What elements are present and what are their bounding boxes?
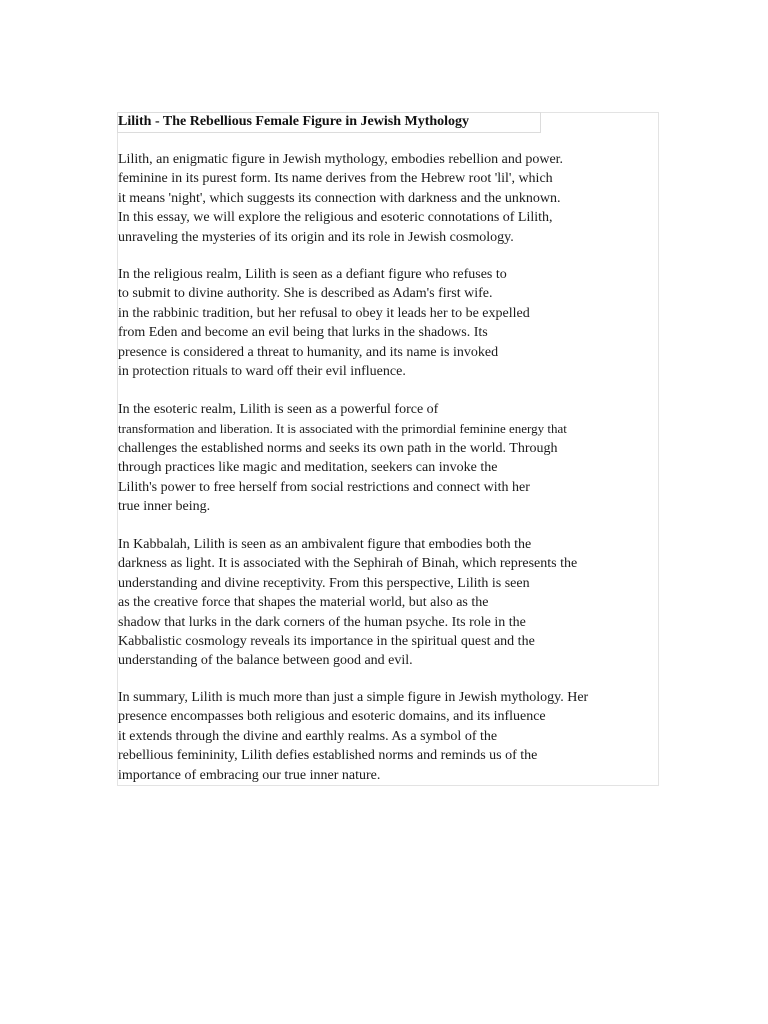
paragraph-line: in protection rituals to ward off their evil influence. bbox=[118, 364, 406, 380]
paragraph-line: through practices like magic and meditation, seekers can invoke the bbox=[118, 460, 498, 476]
paragraph-line: understanding and divine receptivity. From this perspective, Lilith is seen bbox=[118, 575, 530, 591]
paragraph-line: shadow that lurks in the dark corners of the human psyche. Its role in the bbox=[118, 614, 526, 630]
paragraph-line: presence is considered a threat to humanity, and its name is invoked bbox=[118, 344, 499, 360]
paragraph-summary bbox=[118, 688, 588, 785]
paragraph-line: challenges the established norms and seeks its own path in the world. Through bbox=[118, 440, 558, 456]
paragraph-line: transformation and liberation. It is associated with the primordial feminine energy that bbox=[118, 421, 567, 437]
document-title: Lilith - The Rebellious Female Figure in Jewish Mythology bbox=[118, 114, 470, 129]
paragraph-line: it extends through the divine and earthly realms. As a symbol of the bbox=[118, 728, 498, 744]
paragraph-line: rebellious femininity, Lilith defies established norms and reminds us of the bbox=[118, 748, 538, 764]
paragraph-line: in the rabbinic tradition, but her refusal to obey it leads her to be expelled bbox=[118, 305, 530, 321]
paragraph-line: In the esoteric realm, Lilith is seen as a powerful force of bbox=[118, 402, 439, 417]
paragraph-line: unraveling the mysteries of its origin and its role in Jewish cosmology. bbox=[118, 229, 514, 245]
paragraph-line: Lilith's power to free herself from social restrictions and connect with her bbox=[118, 479, 530, 495]
paragraph-kabbalah bbox=[118, 535, 577, 671]
paragraph-line: as the creative force that shapes the material world, but also as the bbox=[118, 595, 489, 611]
paragraph-line: In Kabbalah, Lilith is seen as an ambivalent figure that embodies both the bbox=[118, 537, 532, 552]
paragraph-line: from Eden and become an evil being that lurks in the shadows. Its bbox=[118, 325, 488, 341]
paragraph-line: understanding of the balance between good and evil. bbox=[118, 653, 413, 669]
paragraph-line: Kabbalistic cosmology reveals its importance in the spiritual quest and the bbox=[118, 634, 535, 650]
paragraph-line: it means 'night', which suggests its connection with darkness and the unknown. bbox=[118, 190, 561, 206]
paragraph-line: feminine in its purest form. Its name derives from the Hebrew root 'lil', which bbox=[118, 171, 553, 187]
paragraph-esoteric bbox=[118, 400, 567, 516]
paragraph-line: true inner being. bbox=[118, 499, 211, 515]
paragraph-line: Lilith, an enigmatic figure in Jewish mythology, embodies rebellion and power. bbox=[118, 152, 564, 167]
paragraph-line: In this essay, we will explore the religious and esoteric connotations of Lilith, bbox=[118, 210, 553, 226]
paragraph-intro bbox=[118, 150, 563, 247]
paragraph-line: to submit to divine authority. She is described as Adam's first wife. bbox=[118, 286, 493, 302]
paragraph-religious bbox=[118, 265, 530, 381]
paragraph-line: In summary, Lilith is much more than just a simple figure in Jewish mythology. Her bbox=[118, 690, 589, 705]
paragraph-line: importance of embracing our true inner nature. bbox=[118, 767, 381, 783]
paragraph-line: In the religious realm, Lilith is seen as a defiant figure who refuses to bbox=[118, 267, 507, 282]
paragraph-line: darkness as light. It is associated with the Sephirah of Binah, which represents the bbox=[118, 556, 578, 572]
paragraph-line: presence encompasses both religious and esoteric domains, and its influence bbox=[118, 709, 546, 725]
